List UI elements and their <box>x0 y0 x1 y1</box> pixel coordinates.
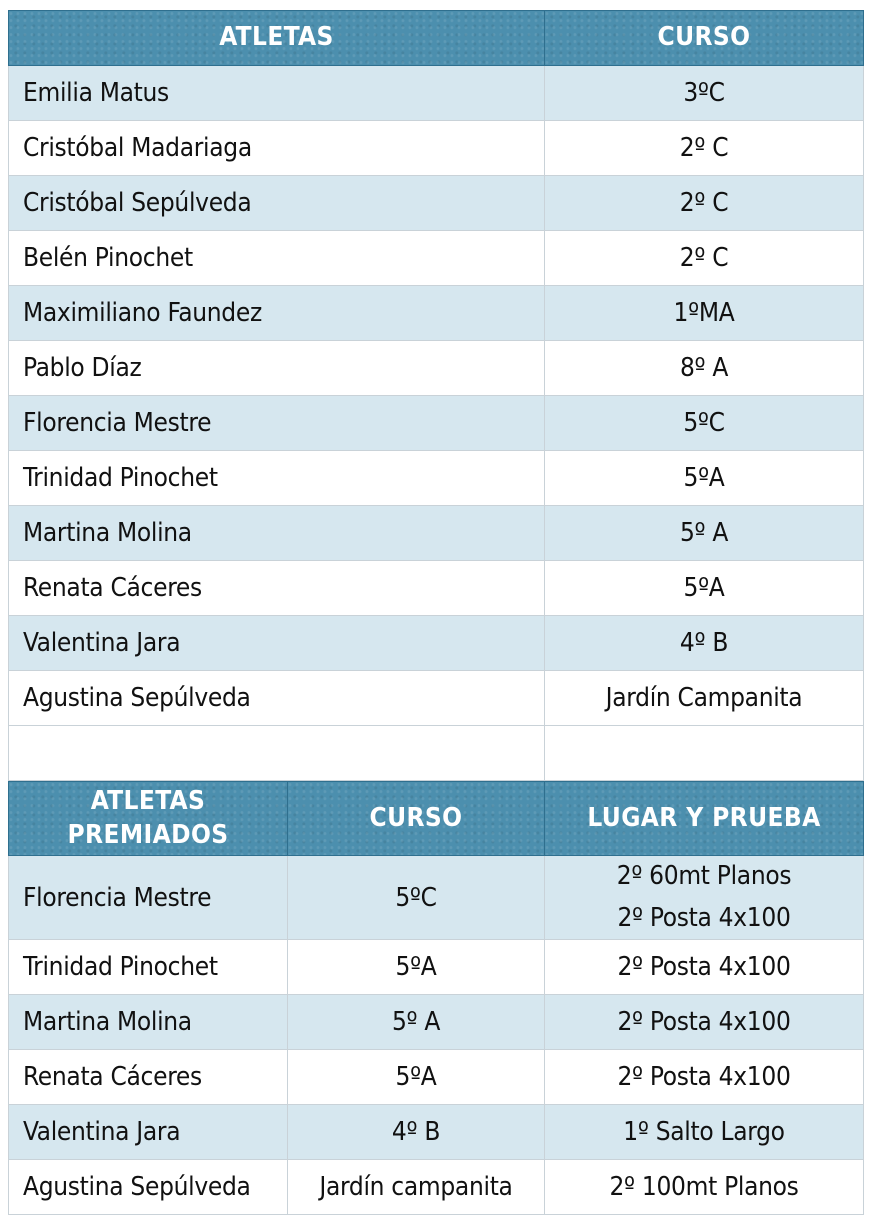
empty-cell <box>9 726 545 781</box>
awarded-lugar: 2º Posta 4x100 <box>545 995 864 1050</box>
awarded-curso: 5ºA <box>288 940 545 995</box>
table-row <box>9 286 864 341</box>
awarded-lugar-line2: 2º Posta 4x100 <box>617 902 791 933</box>
athlete-name: Martina Molina <box>9 506 545 561</box>
athlete-curso: 5ºA <box>545 451 864 506</box>
table-row <box>9 616 864 671</box>
athlete-curso: 2º C <box>545 231 864 286</box>
table-row <box>9 231 864 286</box>
athletes-header: ATLETAS <box>9 11 545 66</box>
athletes-header-row <box>9 11 864 66</box>
athlete-curso: 5º A <box>545 506 864 561</box>
awarded-lugar: 2º 100mt Planos <box>545 1160 864 1215</box>
table-row <box>9 1050 864 1105</box>
table-row <box>9 396 864 451</box>
empty-row <box>9 726 864 781</box>
table-row <box>9 561 864 616</box>
awarded-lugar: 2º Posta 4x100 <box>545 1050 864 1105</box>
awarded-lugar <box>545 856 864 940</box>
empty-cell <box>545 726 864 781</box>
awarded-name: Martina Molina <box>9 995 288 1050</box>
awarded-name: Renata Cáceres <box>9 1050 288 1105</box>
athlete-name: Trinidad Pinochet <box>9 451 545 506</box>
athlete-name: Maximiliano Faundez <box>9 286 545 341</box>
table-row <box>9 940 864 995</box>
table-row <box>9 176 864 231</box>
athlete-curso: 5ºC <box>545 396 864 451</box>
athletes-table <box>8 10 864 781</box>
awarded-lugar-line1: 2º 60mt Planos <box>616 861 792 891</box>
awarded-athletes-header <box>9 782 288 856</box>
athlete-name: Cristóbal Madariaga <box>9 121 545 176</box>
table-row <box>9 451 864 506</box>
awarded-curso: 5ºA <box>288 1050 545 1105</box>
table-row <box>9 66 864 121</box>
awarded-header-line2: PREMIADOS <box>67 819 229 850</box>
awarded-lugar: 2º Posta 4x100 <box>545 940 864 995</box>
athlete-name: Cristóbal Sepúlveda <box>9 176 545 231</box>
awarded-header-row <box>9 782 864 856</box>
table-row <box>9 671 864 726</box>
athlete-curso: 3ºC <box>545 66 864 121</box>
awarded-curso-header: CURSO <box>288 782 545 856</box>
table-row <box>9 856 864 940</box>
awarded-name: Trinidad Pinochet <box>9 940 288 995</box>
awarded-curso: 5ºC <box>288 856 545 940</box>
table-row <box>9 121 864 176</box>
document <box>8 10 863 1215</box>
table-row <box>9 1105 864 1160</box>
awarded-athletes-table <box>8 781 864 1215</box>
curso-header: CURSO <box>545 11 864 66</box>
athlete-name: Valentina Jara <box>9 616 545 671</box>
athlete-name: Emilia Matus <box>9 66 545 121</box>
athlete-name: Belén Pinochet <box>9 231 545 286</box>
table-row <box>9 1160 864 1215</box>
athlete-curso: 4º B <box>545 616 864 671</box>
table-row <box>9 341 864 396</box>
athlete-curso: 2º C <box>545 176 864 231</box>
lugar-prueba-header: LUGAR Y PRUEBA <box>545 782 864 856</box>
athlete-curso: Jardín Campanita <box>545 671 864 726</box>
awarded-curso: 4º B <box>288 1105 545 1160</box>
athlete-name: Renata Cáceres <box>9 561 545 616</box>
table-row <box>9 506 864 561</box>
athlete-curso: 5ºA <box>545 561 864 616</box>
awarded-curso: 5º A <box>288 995 545 1050</box>
awarded-name: Agustina Sepúlveda <box>9 1160 288 1215</box>
athlete-name: Agustina Sepúlveda <box>9 671 545 726</box>
athlete-name: Pablo Díaz <box>9 341 545 396</box>
awarded-name: Valentina Jara <box>9 1105 288 1160</box>
table-row <box>9 995 864 1050</box>
awarded-name: Florencia Mestre <box>9 856 288 940</box>
awarded-header-line1: ATLETAS <box>90 785 206 816</box>
athlete-name: Florencia Mestre <box>9 396 545 451</box>
awarded-curso: Jardín campanita <box>288 1160 545 1215</box>
athlete-curso: 2º C <box>545 121 864 176</box>
athlete-curso: 8º A <box>545 341 864 396</box>
athlete-curso: 1ºMA <box>545 286 864 341</box>
awarded-lugar: 1º Salto Largo <box>545 1105 864 1160</box>
